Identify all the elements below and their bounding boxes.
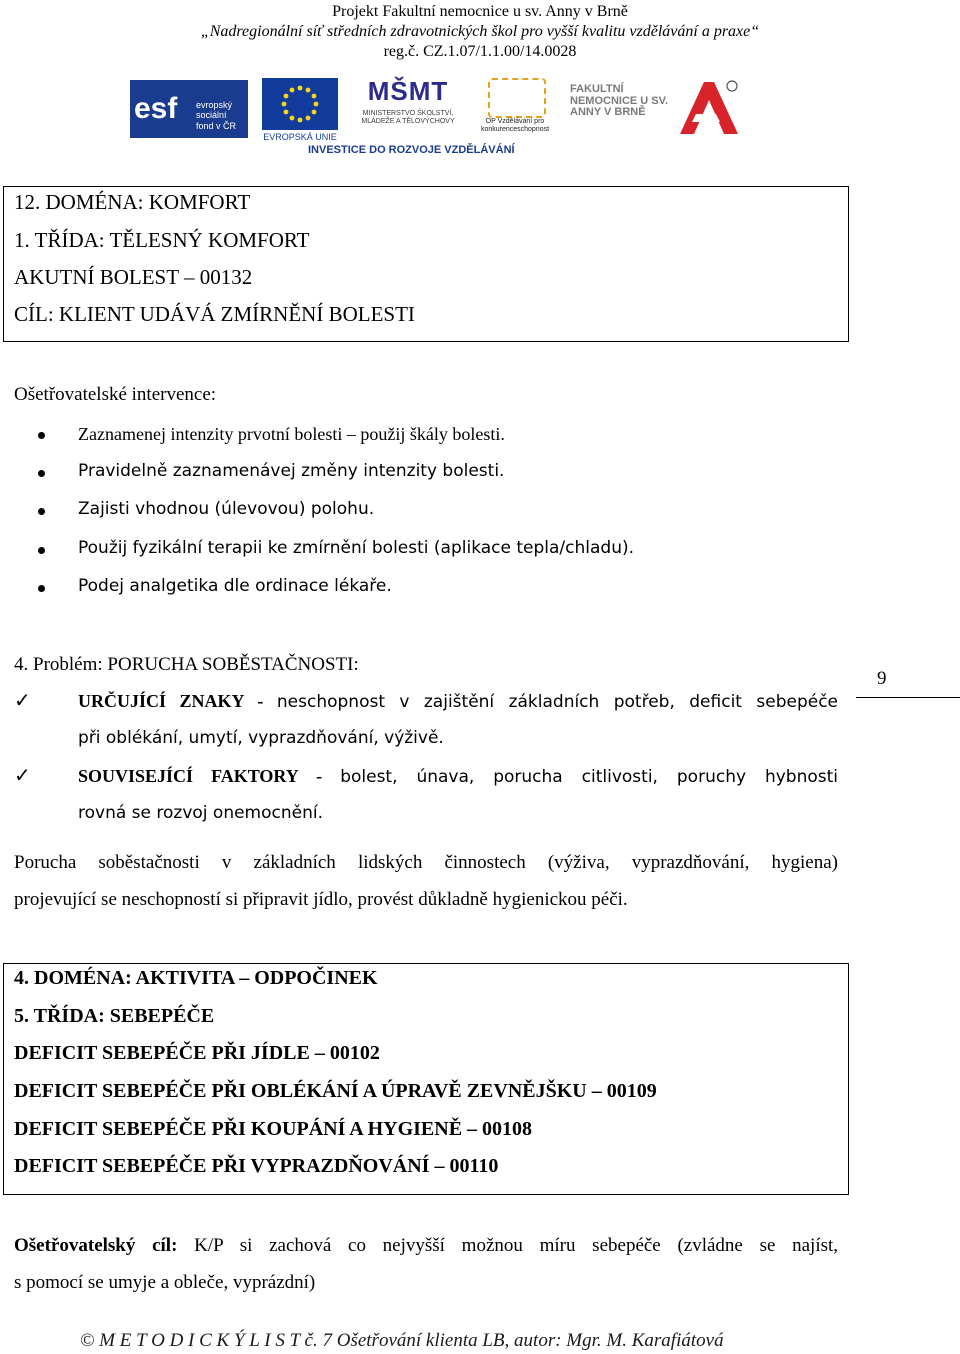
nursing-goal-text: K/P si zachová co nejvyšší možnou míru sebepéče (zvládne se najíst, [194,1235,839,1256]
signs-line-1 [78,692,838,711]
signs-label: URČUJÍCÍ ZNAKY - [78,691,264,711]
intervention-item: Zajisti vhodnou (úlevovou) polohu. [78,499,375,519]
eu-logo-caption: EVROPSKÁ UNIE [263,132,337,142]
project-title: Projekt Fakultní nemocnice u sv. Anny v Brně [332,3,628,20]
fnusa-logo-text: FAKULTNÍ NEMOCNICE U SV. ANNY V BRNĚ [570,83,669,119]
signs-text: neschopnost v zajištění základních potřeb, deficit sebepéče [276,692,839,712]
bullet-icon [38,508,45,515]
factors-label: SOUVISEJÍCÍ FAKTORY - [78,766,323,786]
box2-class: 5. TŘÍDA: SEBEPÉČE [14,1005,215,1027]
intervention-item: Zaznamenej intenzity prvotní bolesti – použij škály bolesti. [78,424,505,444]
op-vzdelavani-logo [480,78,550,138]
msmt-logo-caption: MINISTERSTVO ŠKOLSTVÍ, MLÁDEŽE A TĚLOVÝCHOVY [361,110,455,126]
fnusa-arrow-icon [674,78,740,138]
msmt-logo [352,76,464,142]
registration-number: reg.č. CZ.1.07/1.1.00/14.0028 [383,43,577,60]
project-subtitle: „Nadregionální síť středních zdravotnických škol pro vyšší kvalitu vzdělávání a praxe“ [200,23,760,40]
invest-caption: INVESTICE DO ROZVOJE VZDĚLÁVÁNÍ [308,144,515,156]
factors-text: bolest, únava, porucha citlivosti, poruchy hybnosti [340,767,839,787]
box2-domain: 4. DOMÉNA: AKTIVITA – ODPOČINEK [14,967,378,989]
box1-domain: 12. DOMÉNA: KOMFORT [14,190,251,214]
box1-class: 1. TŘÍDA: TĚLESNÝ KOMFORT [14,228,310,252]
bullet-icon [38,547,45,554]
box2-diagnosis-3: DEFICIT SEBEPÉČE PŘI KOUPÁNÍ A HYGIENĚ – 00108 [14,1118,533,1140]
factors-line-1 [78,767,838,786]
bullet-icon [38,470,45,477]
fnusa-logo [570,78,740,138]
page-number-rule [856,697,960,698]
box2-diagnosis-4: DEFICIT SEBEPÉČE PŘI VYPRAZDŇOVÁNÍ – 00110 [14,1155,499,1177]
problem-paragraph-line-1: Porucha soběstačnosti v základních lidských činnostech (výživa, vyprazdňování, hygiena) [14,852,838,873]
nursing-goal-label: Ošetřovatelský cíl: [14,1235,178,1256]
op-logo-caption: OP Vzdělávání pro konkurenceschopnost [480,118,550,134]
signs-text-continued: při oblékání, umytí, vyprazdňování, výživě. [78,728,444,748]
bullet-icon [38,432,45,439]
page-number: 9 [877,668,887,689]
nursing-goal-line-1 [14,1236,838,1255]
msmt-logo-title: MŠMT [367,76,449,106]
intervention-item: Pravidelně zaznamenávej změny intenzity bolesti. [78,461,505,481]
box1-goal: CÍL: KLIENT UDÁVÁ ZMÍRNĚNÍ BOLESTI [14,302,415,326]
eu-flag-logo [262,78,338,130]
esf-logo-caption: evropský sociální fond v ČR [196,100,237,131]
intervention-item: Použij fyzikální terapii ke zmírnění bolesti (aplikace tepla/chladu). [78,538,635,558]
esf-logo [130,80,248,138]
bullet-icon [38,585,45,592]
problem-paragraph-line-2: projevující se neschopností si připravit jídlo, provést důkladně hygienickou péči. [14,889,628,910]
factors-text-continued: rovná se rozvoj onemocnění. [78,803,323,823]
problem-heading: 4. Problém: PORUCHA SOBĚSTAČNOSTI: [14,654,359,675]
box1-diagnosis: AKUTNÍ BOLEST – 00132 [14,265,253,289]
intervention-item: Podej analgetika dle ordinace lékaře. [78,576,392,596]
box2-diagnosis-2: DEFICIT SEBEPÉČE PŘI OBLÉKÁNÍ A ÚPRAVĚ ZEVNĚJŠKU – 00109 [14,1080,657,1102]
footer-methodical-sheet: © M E T O D I C K Ý L I S T č. 7 Ošetřování klienta LB, autor: Mgr. M. Karafiátová [80,1330,724,1351]
checkmark-icon: ✓ [14,763,31,787]
nursing-goal-line-2: s pomocí se umyje a obleče, vyprázdní) [14,1272,316,1293]
checkmark-icon: ✓ [14,688,31,712]
interventions-heading: Ošetřovatelské intervence: [14,384,217,405]
box2-diagnosis-1: DEFICIT SEBEPÉČE PŘI JÍDLE – 00102 [14,1042,380,1064]
eu-stars-icon [262,78,338,130]
esf-logo-letters: esf [134,92,178,125]
op-logo-mark-icon [488,78,546,118]
logo-strip [130,72,850,162]
